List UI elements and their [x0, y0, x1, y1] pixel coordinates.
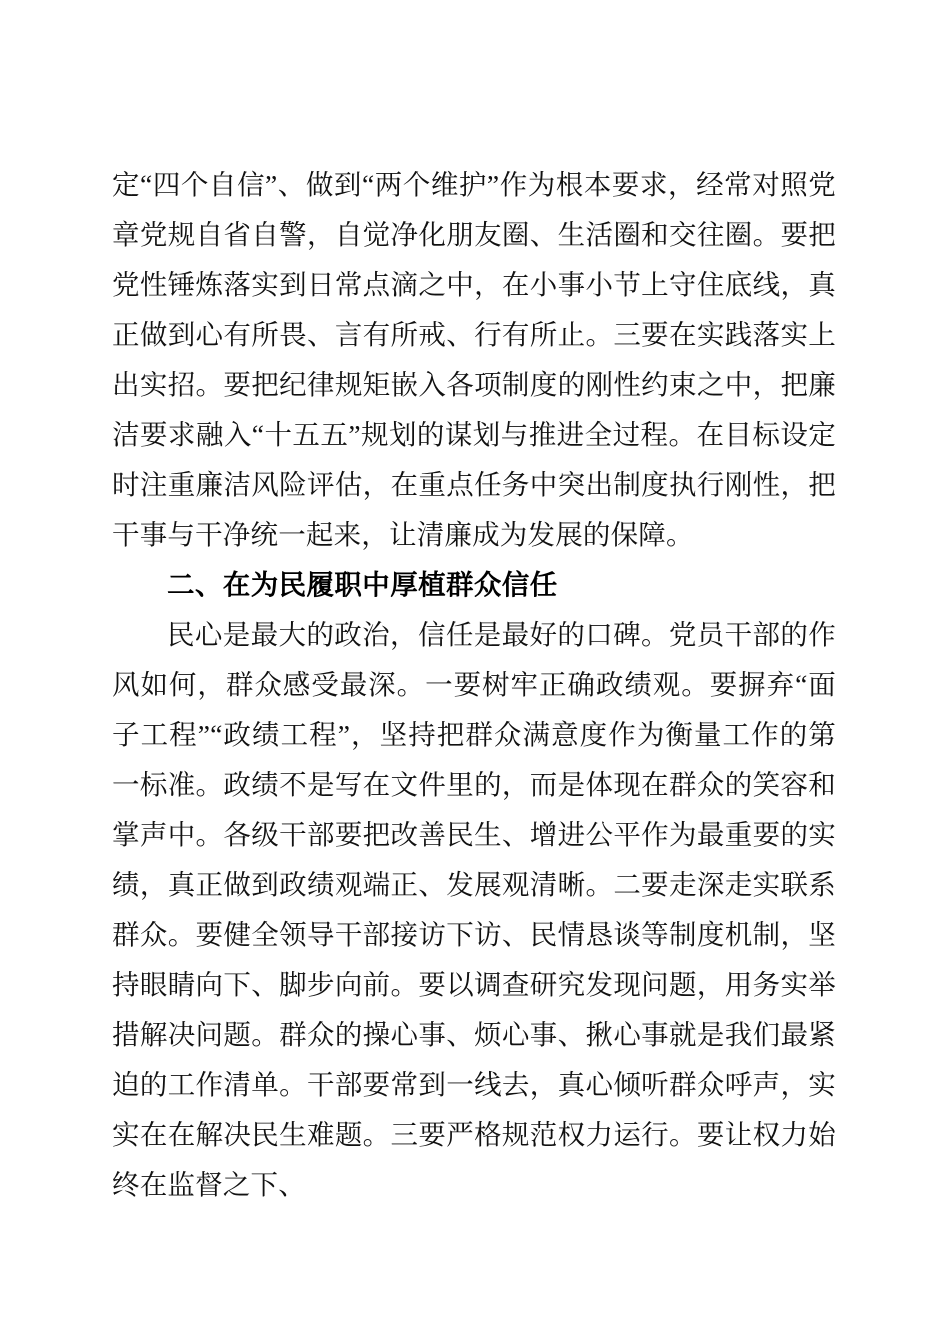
paragraph-public-trust: 民心是最大的政治，信任是最好的口碑。党员干部的作风如何，群众感受最深。一要树牢正确政绩观。要摒弃“面子工程”“政绩工程”，坚持把群众满意度作为衡量工作的第一标准。政绩不是写在文件里的，而是体现在群众的笑容和掌声中。各级干部要把改善民生、增进公平作为最重要的实绩，真正做到政绩观端正、发展观清晰。二要走深走实联系群众。要健全领导干部接访下访、民情恳谈等制度机制，坚持眼睛向下、脚步向前。要以调查研究发现问题，用务实举措解决问题。群众的操心事、烦心事、揪心事就是我们最紧迫的工作清单。干部要常到一线去，真心倾听群众呼声，实实在在解决民生难题。三要严格规范权力运行。要让权力始终在监督之下、: [112, 619, 836, 1200]
paragraph-continued-discipline: 定“四个自信”、做到“两个维护”作为根本要求，经常对照党章党规自省自警，自觉净化朋友圈、生活圈和交往圈。要把党性锤炼落实到日常点滴之中，在小事小节上守住底线，真正做到心有所畏、言有所戒、行有所止。三要在实践落实上出实招。要把纪律规矩嵌入各项制度的刚性约束之中，把廉洁要求融入“十五五”规划的谋划与推进全过程。在目标设定时注重廉洁风险评估，在重点任务中突出制度执行刚性，把干事与干净统一起来，让清廉成为发展的保障。: [112, 169, 836, 550]
section-heading-two: 二、在为民履职中厚植群众信任: [167, 569, 558, 600]
document-text-column: [112, 160, 836, 1210]
